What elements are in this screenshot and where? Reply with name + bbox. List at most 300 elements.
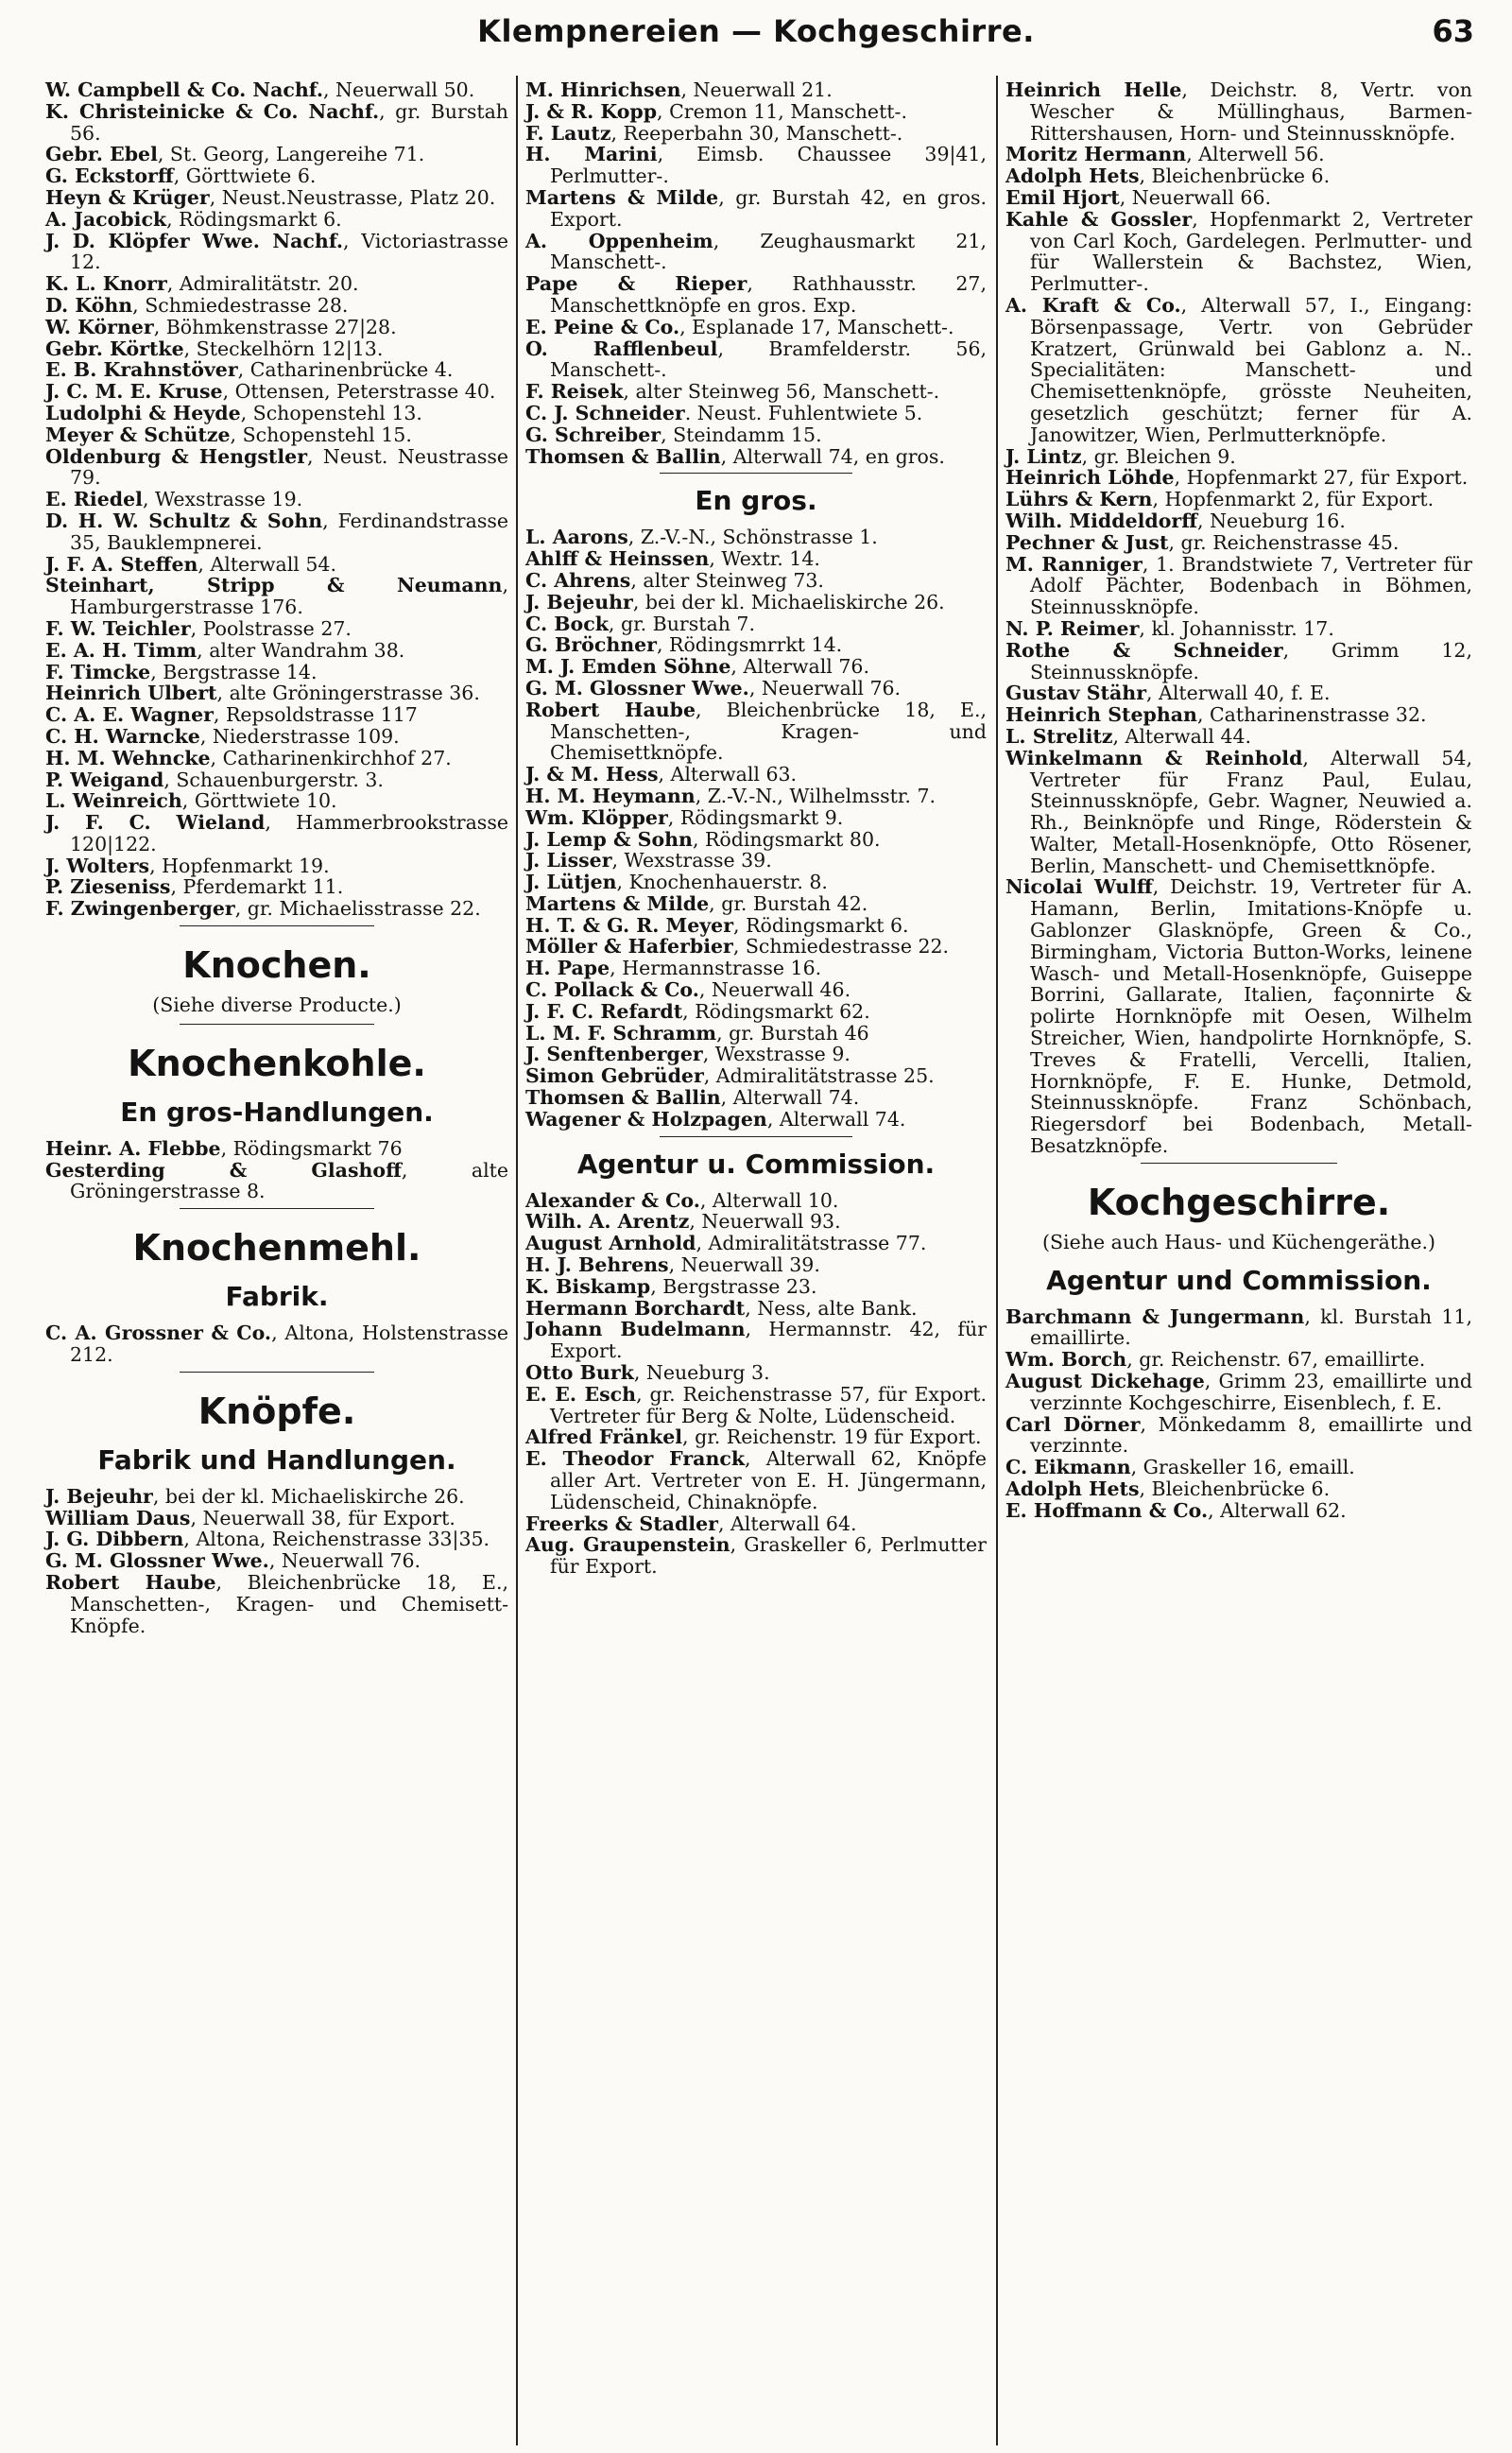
directory-entry: [45, 876, 508, 898]
section-heading-knochenmehl: Knochenmehl.: [132, 1227, 421, 1270]
entry-name: Meyer & Schütze: [45, 423, 231, 446]
entry-details: , gr. Reichenstrasse 45.: [1168, 530, 1400, 554]
entry-details: , Alterwall 63.: [658, 763, 798, 786]
directory-entry: [45, 338, 508, 360]
entry-name: August Arnhold: [525, 1232, 696, 1255]
entry-details: , Bleichenbrücke 6.: [1139, 1477, 1331, 1501]
directory-entry: [45, 748, 508, 769]
directory-entry: [45, 79, 508, 101]
entry-name: C. Pollack & Co.: [525, 978, 699, 1002]
entry-details: , Alterwall 57, I., Eingang: Börsenpassage, Vertr. von Gebrüder Kratzert, Grünwald bei Gablonz a. N.. Specialitäten: Manschett- und Chemisettenknöpfe, grösste Neuheiten, gesetzlich geschützt; ferner für A. Janowitzer, Wien, Perlmutterknöpfe.: [1030, 293, 1472, 446]
entry-name: Heinr. A. Flebbe: [45, 1136, 221, 1160]
directory-entry: [1005, 165, 1472, 187]
column-3: [1005, 79, 1472, 2453]
entry-name: H. J. Behrens: [525, 1253, 669, 1277]
entry-details: , bei der kl. Michaeliskirche 26.: [152, 1484, 465, 1508]
directory-entry: [1005, 209, 1472, 295]
agentur-list-continued: [1005, 79, 1472, 1157]
entry-name: G. Eckstorff: [45, 164, 174, 188]
entry-details: , Knochenhauerstr. 8.: [616, 871, 828, 894]
entry-name: Hermann Borchardt: [525, 1296, 746, 1320]
entry-details: , Neuerwall 50.: [323, 78, 475, 101]
entry-details: , Alterwall 74.: [720, 1086, 860, 1110]
entry-name: H. T. & G. R. Meyer: [525, 913, 734, 937]
directory-entry: [525, 79, 987, 101]
entry-details: , Neuerwall 38, für Export.: [190, 1506, 455, 1529]
directory-entry: [525, 1448, 987, 1512]
directory-entry: [525, 1384, 987, 1427]
directory-entry: [45, 898, 508, 920]
entry-name: Carl Dörner: [1005, 1412, 1141, 1436]
entry-details: , Mönkedamm 8, emaillirte und verzinnte.: [1030, 1412, 1473, 1458]
entry-details: , Hopfenmarkt 27, für Export.: [1174, 466, 1469, 490]
kochgeschirre-list: [1005, 1306, 1472, 1522]
directory-entry: [1005, 1478, 1472, 1500]
entry-details: , Alterwall 74.: [766, 1107, 906, 1131]
subheading-en-gros-handlungen: En gros-Handlungen.: [120, 1096, 434, 1128]
directory-entry: [1005, 446, 1472, 468]
entry-details: , Rathhausstr. 27, Manschettknöpfe en gros. Exp.: [550, 272, 987, 317]
entry-name: Kahle & Gossler: [1005, 207, 1193, 231]
entry-details: , Neueburg 16.: [1197, 509, 1346, 532]
entry-details: , gr. Burstah 7.: [608, 612, 755, 635]
entry-name: O. Rafflenbeul: [525, 337, 718, 360]
entry-name: K. Christeinicke & Co. Nachf.: [45, 99, 380, 123]
entry-name: Wilh. Middeldorff: [1005, 509, 1198, 532]
entry-details: , Hopfenmarkt 19.: [149, 854, 330, 877]
directory-entry: [1005, 1500, 1472, 1522]
entry-details: , alter Wandrahm 38.: [197, 638, 405, 662]
directory-entry: [45, 1529, 508, 1550]
entry-name: C. Bock: [525, 612, 609, 635]
directory-entry: [45, 640, 508, 662]
entry-details: , Victoriastrasse 12.: [70, 229, 508, 274]
entry-name: Heyn & Krüger: [45, 185, 210, 209]
entry-details: , Neueburg 3.: [633, 1361, 770, 1385]
en-gros-list: [525, 527, 987, 1130]
entry-name: Gebr. Ebel: [45, 143, 158, 166]
entry-details: , Catharinenbrücke 4.: [237, 358, 454, 382]
directory-entry: [525, 187, 987, 231]
entry-name: J. Lütjen: [525, 871, 617, 894]
directory-entry: [45, 165, 508, 187]
directory-entry: [1005, 532, 1472, 554]
entry-name: E. Theodor Franck: [525, 1447, 746, 1471]
entry-details: , Ottensen, Peterstrasse 40.: [222, 380, 496, 404]
entry-name: J. D. Klöpfer Wwe. Nachf.: [45, 229, 344, 252]
directory-entry: [525, 936, 987, 958]
directory-entry: [45, 359, 508, 381]
entry-name: J. Lintz: [1005, 444, 1082, 468]
entry-details: , gr. Reichenstr. 19 für Export.: [682, 1425, 982, 1449]
entry-details: , alte Gröningerstrasse 36.: [216, 682, 480, 705]
subheading-agentur-und-commission: Agentur und Commission.: [1046, 1264, 1432, 1296]
directory-entry: [1005, 295, 1472, 446]
entry-details: , 1. Brandstwiete 7, Vertreter für Adolf Pächter, Bodenbach in Böhmen, Steinnussknöpfe.: [1030, 552, 1472, 619]
directory-entry: [1005, 876, 1472, 1156]
entry-details: , Neuerwall 93.: [689, 1210, 841, 1234]
directory-entry: [525, 613, 987, 635]
directory-entry: [525, 656, 987, 678]
entry-name: Freerks & Stadler: [525, 1512, 718, 1535]
entry-name: Nicolai Wulff: [1005, 875, 1153, 899]
entry-details: , Graskeller 6, Perlmutter für Export.: [550, 1533, 987, 1579]
entry-name: W. Körner: [45, 315, 154, 338]
directory-entry: [45, 187, 508, 209]
entry-details: , Alterwall 54, Vertreter für Franz Paul, Eulau, Steinnussknöpfe, Gebr. Wagner, Neuwied a. Rh., Beinknöpfe und Ringe, Röderstein & Walter, Metall-Hosenknöpfe, Otto Rösener, Berlin, Manschett- und Chemisettknöpfe.: [1030, 746, 1472, 877]
directory-entry: [525, 829, 987, 851]
directory-entry: [525, 317, 987, 338]
directory-entry: [1005, 554, 1472, 618]
entry-name: Gesterding & Glashoff: [45, 1158, 402, 1182]
directory-entry: [525, 893, 987, 915]
directory-entry: [1005, 640, 1472, 683]
cross-reference-note: (Siehe auch Haus- und Küchengeräthe.): [1042, 1230, 1435, 1253]
entry-name: Johann Budelmann: [525, 1318, 746, 1341]
entry-name: J. Bejeuhr: [525, 590, 633, 613]
directory-entry: [525, 446, 987, 468]
entry-name: H. M. Wehncke: [45, 746, 211, 769]
entry-name: Heinrich Helle: [1005, 78, 1182, 101]
entry-details: , Zeughausmarkt 21, Manschett-.: [550, 229, 988, 274]
entry-details: , Graskeller 16, emaill.: [1130, 1456, 1355, 1479]
directory-entry: [525, 338, 987, 382]
entry-details: , Rödingsmarkt 76: [220, 1136, 403, 1160]
directory-entry: [45, 682, 508, 704]
entry-details: , Neust. Neustrasse 79.: [70, 444, 508, 490]
directory-entry: [525, 1109, 987, 1131]
directory-entry: [45, 855, 508, 877]
entry-details: , Ferdinandstrasse 35, Bauklempnerei.: [70, 509, 508, 554]
entry-details: , Alterwell 56.: [1186, 143, 1325, 166]
directory-entry: [525, 1254, 987, 1276]
directory-entry: [525, 1233, 987, 1254]
entry-name: William Daus: [45, 1506, 191, 1529]
entry-details: , Rödingsmarkt 6.: [166, 207, 342, 231]
entry-details: , Deichstr. 19, Vertreter für A. Hamann, Berlin, Imitations-Knöpfe u. Gablonzer Glasknöpfe, Green & Co., Birmingham, Victoria Button-Works, leinene Wasch- und Metall-Hosenknöpfe, Guiseppe Borrini, Gallarate, Italien, façonnirte & polirte Hornknöpfe mit Oesen, Wilhelm Streicher, Wien, handpolirte Hornknöpfe, S. Treves & Fratelli, Vercelli, Italien, Hornknöpfe, F. E. Hunke, Detmold, Steinnussknöpfe. Franz Schönbach, Riegersdorf bei Bodenbach, Metall-Besatzknöpfe.: [1030, 875, 1472, 1158]
entry-name: M. Ranniger: [1005, 552, 1143, 576]
entry-name: Barchmann & Jungermann: [1005, 1304, 1305, 1328]
directory-entry: [525, 915, 987, 937]
entry-name: Alfred Fränkel: [525, 1425, 683, 1449]
entry-details: , Görttwiete 6.: [173, 164, 317, 188]
directory-entry: [525, 1023, 987, 1045]
entry-details: , Neuerwall 66.: [1119, 185, 1272, 209]
entry-name: J. Wolters: [45, 854, 150, 877]
entry-name: P. Weigand: [45, 768, 164, 791]
entry-name: L. M. F. Schramm: [525, 1021, 717, 1045]
directory-entry: [525, 1276, 987, 1298]
directory-entry: [45, 662, 508, 683]
entry-details: , Grimm 12, Steinnussknöpfe.: [1030, 638, 1472, 683]
knochenmehl-list: [45, 1322, 508, 1366]
entry-details: , Pferdemarkt 11.: [170, 875, 344, 899]
entry-details: , Hopfenmarkt 2, Vertreter von Carl Koch, Gardelegen. Perlmutter- und für Wallerstein & Bachstez, Wien, Perlmutter-.: [1030, 207, 1473, 296]
directory-entry: [1005, 467, 1472, 489]
entry-details: , Wexstrasse 39.: [611, 849, 772, 872]
entry-details: , Rödingsmarkt 9.: [667, 805, 844, 829]
entry-name: G. Bröchner: [525, 633, 657, 657]
directory-entry: [525, 764, 987, 786]
columns: [0, 79, 1512, 2453]
directory-entry: [45, 424, 508, 446]
entry-name: J. & R. Kopp: [525, 99, 658, 123]
directory-entry: [525, 570, 987, 592]
entry-details: , Neuerwall 46.: [698, 978, 851, 1002]
directory-entry: [45, 1160, 508, 1203]
directory-entry: [45, 618, 508, 640]
directory-entry: [45, 575, 508, 618]
entry-details: , Niederstrasse 109.: [199, 724, 400, 748]
directory-entry: [45, 231, 508, 274]
directory-entry: [1005, 748, 1472, 877]
entry-details: , Bleichenbrücke 18, E., Manschetten-, Kragen- und Chemisett-Knöpfe.: [70, 1571, 508, 1637]
entry-details: , Rödingsmarkt 6.: [733, 913, 909, 937]
entry-details: , Admiralitätstr. 20.: [166, 272, 359, 296]
entry-name: H. M. Heymann: [525, 784, 696, 807]
entry-details: , Steindamm 15.: [661, 423, 822, 446]
page-number: 63: [1432, 13, 1474, 49]
entry-details: , Steckelhörn 12|13.: [183, 337, 384, 360]
entry-details: , Reeperbahn 30, Manschett-.: [610, 121, 903, 145]
directory-entry: [525, 786, 987, 807]
entry-name: J. Senftenberger: [525, 1043, 703, 1066]
entry-name: C. A. E. Wagner: [45, 703, 214, 727]
entry-name: F. Zwingenberger: [45, 897, 235, 921]
directory-entry: [45, 101, 508, 145]
directory-entry: [525, 1087, 987, 1109]
entry-details: , Schauenburgerstr. 3.: [163, 768, 384, 791]
directory-entry: [45, 295, 508, 317]
entry-name: Adolph Hets: [1005, 1477, 1140, 1501]
entry-name: H. Marini: [525, 143, 658, 166]
section-rule: [180, 1372, 374, 1373]
running-head: [38, 13, 1474, 60]
entry-name: Robert Haube: [45, 1571, 216, 1595]
knochenkohle-list: [45, 1138, 508, 1202]
entry-details: , Alterwall 54.: [198, 552, 336, 576]
directory-entry: [525, 1426, 987, 1448]
cross-reference-note: (Siehe diverse Producte.): [152, 993, 402, 1017]
section-rule: [180, 1024, 374, 1025]
entry-name: F. Timcke: [45, 660, 151, 683]
entry-name: G. M. Glossner Wwe.: [525, 676, 749, 700]
directory-entry: [45, 510, 508, 554]
entry-name: M. J. Emden Söhne: [525, 655, 731, 679]
entry-name: E. Hoffmann & Co.: [1005, 1498, 1209, 1522]
entry-name: Aug. Graupenstein: [525, 1533, 730, 1557]
entry-details: , Wexstrasse 19.: [142, 488, 303, 511]
directory-entry: [525, 1044, 987, 1065]
entry-name: P. Zieseniss: [45, 875, 171, 899]
entry-name: Oldenburg & Hengstler: [45, 444, 308, 468]
entry-name: A. Oppenheim: [525, 229, 713, 252]
entry-details: , Z.-V.-N., Schönstrasse 1.: [627, 526, 878, 549]
entry-details: , Deichstr. 8, Vertr. von Wescher & Müllinghaus, Barmen-Rittershausen, Horn- und Steinnussknöpfe.: [1030, 78, 1472, 145]
directory-entry: [45, 769, 508, 791]
directory-entry: [525, 1534, 987, 1578]
entry-details: , Neuerwall 76.: [268, 1549, 421, 1573]
entry-name: Lührs & Kern: [1005, 488, 1153, 511]
entry-details: , Alterwall 64.: [717, 1512, 857, 1535]
directory-entry: [1005, 79, 1472, 144]
directory-entry: [45, 446, 508, 490]
entry-details: , Rödingsmarkt 80.: [692, 827, 881, 851]
directory-entry: [45, 489, 508, 510]
section-heading-knochenkohle: Knochenkohle.: [128, 1042, 426, 1084]
entry-name: Ludolphi & Heyde: [45, 401, 241, 424]
directory-entry: [1005, 187, 1472, 209]
entry-details: , Neust.Neustrasse, Platz 20.: [209, 185, 496, 209]
entry-details: , gr. Burstah 42, en gros. Export.: [550, 185, 987, 231]
entry-details: , Böhmkenstrasse 27|28.: [153, 315, 397, 338]
entry-name: H. Pape: [525, 957, 610, 980]
entry-details: , Hopfenmarkt 2, für Export.: [1152, 488, 1435, 511]
entry-name: L. Weinreich: [45, 789, 182, 813]
directory-entry: [45, 403, 508, 424]
entry-details: , Schmiedestrasse 28.: [132, 293, 349, 317]
entry-name: E. E. Esch: [525, 1382, 637, 1406]
entry-details: , Alterwall 40, f. E.: [1146, 682, 1331, 705]
entry-name: C. A. Grossner & Co.: [45, 1322, 272, 1345]
entry-name: Gustav Stähr: [1005, 682, 1147, 705]
entry-details: , Alterwall 10.: [699, 1188, 839, 1212]
directory-entry: [45, 1572, 508, 1636]
directory-entry: [525, 1065, 987, 1087]
column-1: [45, 79, 508, 2453]
directory-entry: [525, 101, 987, 123]
directory-entry: [525, 678, 987, 700]
entry-name: Moritz Hermann: [1005, 143, 1187, 166]
directory-entry: [45, 554, 508, 576]
entry-details: , Grimm 23, emaillirte und verzinnte Kochgeschirre, Eisenblech, f. E.: [1030, 1370, 1472, 1414]
entry-name: Wagener & Holzpagen: [525, 1107, 767, 1131]
entry-name: Wm. Borch: [1005, 1348, 1127, 1372]
entry-details: , Eimsb. Chaussee 39|41, Perlmutter-.: [550, 143, 987, 188]
directory-entry: [525, 144, 987, 187]
directory-entry: [525, 381, 987, 403]
directory-entry: [45, 1322, 508, 1366]
knoepfe-list: [45, 1486, 508, 1637]
entry-details: , Alterwall 62, Knöpfe aller Art. Vertreter von E. H. Jüngermann, Lüdenscheid, Chinaknöpfe.: [550, 1447, 988, 1513]
entry-details: , Esplanade 17, Manschett-.: [679, 315, 954, 338]
entry-details: , gr. Burstah 42.: [709, 891, 868, 915]
entry-name: F. Reisek: [525, 380, 624, 404]
directory-entry: [1005, 1457, 1472, 1478]
entry-details: , Alterwall 62.: [1208, 1498, 1347, 1522]
entry-name: J. Bejeuhr: [45, 1484, 153, 1508]
entry-details: , Neuerwall 39.: [668, 1253, 820, 1277]
entry-name: Gebr. Körtke: [45, 337, 184, 360]
entry-name: Steinhart, Stripp & Neumann: [45, 574, 503, 597]
entry-name: Heinrich Ulbert: [45, 682, 217, 705]
entry-name: Thomsen & Ballin: [525, 444, 721, 468]
entry-name: J. F. C. Refardt: [525, 999, 683, 1023]
column-2: [525, 79, 987, 2453]
entry-name: E. A. H. Timm: [45, 638, 198, 662]
entry-details: , Catharinenstrasse 32.: [1196, 703, 1427, 727]
entry-name: L. Aarons: [525, 526, 628, 549]
entry-name: F. Lautz: [525, 121, 611, 145]
entry-details: , Neuerwall 76.: [748, 676, 902, 700]
entry-name: Wilh. A. Arentz: [525, 1210, 690, 1234]
directory-entry: [525, 424, 987, 446]
entry-name: G. M. Glossner Wwe.: [45, 1549, 269, 1573]
entry-details: , Repsoldstrasse 117: [213, 703, 418, 727]
directory-entry: [45, 144, 508, 165]
entry-name: Thomsen & Ballin: [525, 1086, 721, 1110]
entry-name: Martens & Milde: [525, 891, 710, 915]
directory-entry: [525, 700, 987, 764]
directory-entry: [45, 273, 508, 295]
entry-name: A. Jacobick: [45, 207, 167, 231]
entry-details: , gr. Reichenstrasse 57, für Export. Vertreter für Berg & Nolte, Lüdenscheid.: [550, 1382, 987, 1427]
subheading-fabrik: Fabrik.: [225, 1281, 329, 1313]
directory-entry: [45, 1508, 508, 1529]
entry-details: , Hammerbrookstrasse 120|122.: [70, 811, 508, 855]
entry-details: , Hermannstrasse 16.: [610, 957, 822, 980]
entry-details: , alte Gröningerstrasse 8.: [70, 1158, 508, 1203]
directory-entry: [525, 403, 987, 424]
entry-name: C. H. Warncke: [45, 724, 200, 748]
page-title: Klempnereien — Kochgeschirre.: [477, 13, 1035, 49]
entry-details: , kl. Burstah 11, emaillirte.: [1030, 1304, 1472, 1350]
directory-entry: [525, 1513, 987, 1535]
entry-details: , Rödingsmarkt 62.: [682, 999, 870, 1023]
directory-entry: [525, 273, 987, 317]
directory-entry: [1005, 726, 1472, 748]
entry-details: , Wextr. 14.: [709, 547, 820, 571]
entry-name: L. Strelitz: [1005, 724, 1113, 748]
entry-name: Ahlff & Heinssen: [525, 547, 710, 571]
entry-details: , Rödingsmrrkt 14.: [657, 633, 843, 657]
entry-details: , Cremon 11, Manschett-.: [657, 99, 907, 123]
directory-entry: [45, 1138, 508, 1160]
subheading-agentur-commission: Agentur u. Commission.: [576, 1148, 936, 1180]
directory-entry: [45, 1486, 508, 1508]
section-rule: [180, 925, 374, 926]
section-rule: [180, 1208, 374, 1209]
directory-entry: [45, 790, 508, 812]
entry-name: J. & M. Hess: [525, 763, 659, 786]
directory-entry: [525, 979, 987, 1001]
entry-details: , Schopenstehl 15.: [230, 423, 412, 446]
directory-entry: [1005, 1371, 1472, 1414]
directory-entry: [525, 1211, 987, 1233]
entry-details: , Bergstrasse 14.: [150, 660, 318, 683]
entry-name: Möller & Haferbier: [525, 935, 733, 959]
entry-name: Martens & Milde: [525, 185, 719, 209]
knoepfe-list-continued: [525, 79, 987, 467]
directory-entry: [525, 1190, 987, 1212]
entry-name: Pape & Rieper: [525, 272, 747, 296]
directory-entry: [1005, 618, 1472, 640]
directory-entry: [525, 1298, 987, 1320]
entry-details: , Görttwiete 10.: [181, 789, 337, 813]
entry-details: , Hermannstr. 42, für Export.: [550, 1318, 987, 1363]
directory-entry: [1005, 489, 1472, 510]
directory-entry: [45, 704, 508, 726]
entry-name: Wm. Klöpper: [525, 805, 668, 829]
entry-details: , Wexstrasse 9.: [702, 1043, 850, 1066]
entry-name: J. Lemp & Sohn: [525, 827, 693, 851]
entry-name: C. J. Schneider: [525, 401, 685, 424]
directory-entry: [525, 231, 987, 274]
entry-name: J. C. M. E. Kruse: [45, 380, 223, 404]
entry-name: J. F. C. Wieland: [45, 811, 266, 835]
entry-details: , Bramfelderstr. 56, Manschett-.: [550, 337, 987, 382]
entry-details: , gr. Bleichen 9.: [1081, 444, 1236, 468]
